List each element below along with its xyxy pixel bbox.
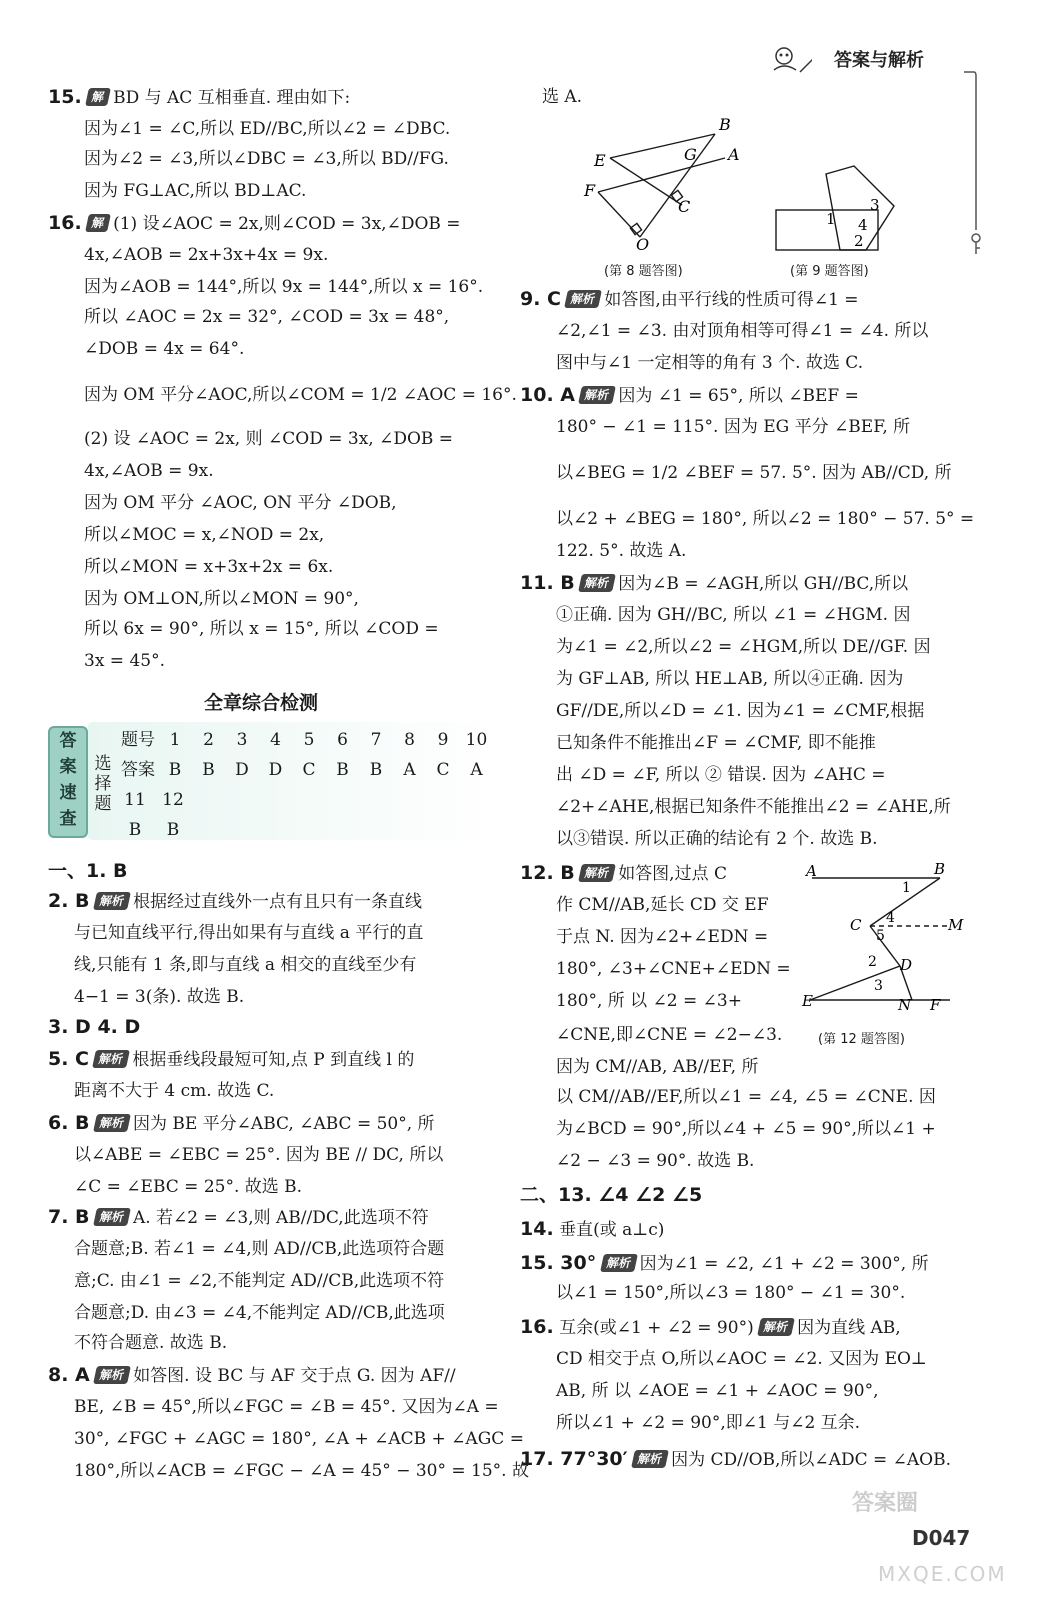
question-number: 一、1. B [48,860,128,882]
line-text: 根据垂线段最短可知,点 P 到直线 l 的 [132,1050,415,1070]
line-text: 因为 ∠1 = 65°, 所以 ∠BEF = [618,386,859,406]
fig12-label-A: A [806,862,817,880]
text-line [74,918,423,948]
question-number: 6. B [48,1112,90,1134]
question-number: 17. 77°30′ [520,1448,628,1470]
text-line [556,458,952,488]
text-line [520,1180,702,1211]
text-line [84,240,328,270]
text-line [74,982,244,1012]
line-text: 因为∠B = ∠AGH,所以 GH//BC,所以 [618,574,909,594]
line-text: A. 若∠2 = ∠3,则 AB//DC,此选项不符 [132,1208,429,1228]
text-line [48,82,350,113]
line-text: 因为 BE 平分∠ABC, ∠ABC = 50°, 所 [132,1114,435,1134]
line-text: 意;C. 由∠1 = ∠2,不能判定 AD//CB,此选项不符 [74,1271,445,1291]
text-line [556,1376,878,1406]
text-line [74,1140,443,1170]
text-line [556,1052,758,1082]
fig12-label-F: F [930,996,941,1014]
line-text: 以∠BEG = 1/2 ∠BEF = 57. 5°. 因为 AB//CD, 所 [556,463,952,483]
text-line [84,646,165,676]
line-text: 180°, ∠3+∠CNE+∠EDN = [556,959,791,979]
line-text: 所以 ∠AOC = 2x = 32°, ∠COD = 3x = 48°, [84,307,450,327]
line-text: (1) 设∠AOC = 2x,则∠COD = 3x,∠DOB = [113,214,461,234]
line-text: 根据经过直线外一点有且只有一条直线 [132,892,422,912]
line-text: ∠DOB = 4x = 64°. [84,339,245,359]
answer-cell: B [128,820,142,840]
fig8-label-F: F [584,181,596,200]
watermark: 答案圈 [852,1491,919,1516]
figure-8-diagram [580,112,750,252]
fig9-label-2: 2 [854,232,864,250]
line-text: 122. 5°. 故选 A. [556,541,687,561]
question-number: 8. A [48,1364,90,1386]
text-line [84,424,453,454]
line-text: 为 GF⊥AB, 所以 HE⊥AB, 所以④正确. 因为 [556,669,904,689]
text-line [520,858,727,889]
figure-12-diagram [800,858,976,1018]
analysis-badge: 解 [85,88,111,106]
figure-9-caption: (第 9 题答图) [790,264,869,279]
text-line [520,1312,901,1343]
row-label: 题号 [121,730,155,750]
analysis-badge: 解析 [93,1366,131,1384]
line-text: 因为 OM 平分∠AOC,所以∠COM = 1/2 ∠AOC = 16°. [84,385,517,405]
text-line [84,334,244,364]
question-number-cell: 9 [437,730,449,750]
question-number: 15. [48,86,82,108]
text-line [84,584,359,614]
text-line [520,1214,664,1245]
side-label-char: 查 [59,809,77,829]
line-text: 以∠1 = 150°,所以∠3 = 180° − ∠1 = 30°. [556,1283,906,1303]
line-text: 所以∠1 + ∠2 = 90°,即∠1 与∠2 互余. [556,1413,861,1433]
page-number: D047 [912,1526,971,1550]
line-text: 为∠BCD = 90°,所以∠4 + ∠5 = 90°,所以∠1 + [556,1119,936,1139]
fig8-label-C: C [678,197,691,216]
analysis-badge: 解析 [578,574,616,592]
text-line [556,664,903,694]
text-line [74,1172,302,1202]
line-text: 因为∠1 = ∠C,所以 ED//BC,所以∠2 = ∠DBC. [84,119,451,139]
text-line [48,1360,456,1391]
line-text: (2) 设 ∠AOC = 2x, 则 ∠COD = 3x, ∠DOB = [84,429,454,449]
line-text: 互余(或∠1 + ∠2 = 90°) [559,1318,754,1338]
text-line [84,302,449,332]
side-sub-label: 择 [94,774,112,794]
text-line [556,1344,927,1374]
question-number: 12. B [520,862,575,884]
line-text: 因为 OM⊥ON,所以∠MON = 90°, [84,589,359,609]
text-line [520,568,908,599]
fig9-label-1: 1 [826,210,836,228]
answer-cell: B [168,760,182,780]
text-line [556,1146,754,1176]
text-line [556,536,686,566]
analysis-badge: 解析 [93,1208,131,1226]
fig8-label-G: G [684,145,697,164]
text-line [556,1082,936,1112]
text-line [556,824,878,854]
side-sub-label: 题 [94,794,112,814]
line-text: 距离不大于 4 cm. 故选 C. [74,1081,275,1101]
analysis-badge: 解析 [93,1114,131,1132]
text-line [556,412,910,442]
question-number: 16. [520,1316,554,1338]
line-text: 以 CM//AB//EF,所以∠1 = ∠4, ∠5 = ∠CNE. 因 [556,1087,936,1107]
fig12-label-E: E [802,992,813,1010]
text-line [74,950,416,980]
line-text: ∠CNE,即∠CNE = ∠2−∠3. [556,1025,783,1045]
line-text: 已知条件不能推出∠F = ∠CMF, 即不能推 [556,733,876,753]
line-text: GF//DE,所以∠D = ∠1. 因为∠1 = ∠CMF,根据 [556,701,925,721]
text-line [48,886,422,917]
question-number-cell: 8 [404,730,415,750]
analysis-badge: 解析 [631,1450,669,1468]
line-text: 与已知直线平行,得出如果有与直线 a 平行的直 [74,923,424,943]
text-line [556,348,863,378]
question-number: 二、13. ∠4 ∠2 ∠5 [520,1184,703,1206]
analysis-badge: 解析 [600,1254,638,1272]
side-label-char: 速 [59,783,77,803]
side-sub-label: 选 [94,754,112,774]
text-line [84,552,333,582]
answer-cell: B [336,760,349,780]
text-line [556,504,974,534]
analysis-badge: 解析 [92,1050,130,1068]
question-number: 16. [48,212,82,234]
line-text: 图中与∠1 一定相等的角有 3 个. 故选 C. [556,353,864,373]
section-title: 全章综合检测 [204,692,319,714]
answer-cell: C [302,760,316,780]
question-number: 9. C [520,288,561,310]
line-text: 因为 CD//OB,所以∠ADC = ∠AOB. [671,1450,951,1470]
analysis-badge: 解析 [578,386,616,404]
question-number-cell: 10 [465,730,488,750]
text-line [74,1456,529,1486]
side-label-char: 案 [59,757,77,777]
line-text: 因为 CM//AB, AB//EF, 所 [556,1057,759,1077]
answer-cell: C [436,760,450,780]
line-text: 以③错误. 所以正确的结论有 2 个. 故选 B. [556,829,878,849]
line-text: 如答图. 设 BC 与 AF 交于点 G. 因为 AF// [133,1366,456,1386]
text-line [74,1298,445,1328]
line-text: 垂直(或 a⊥c) [559,1220,665,1240]
text-line [556,760,886,790]
text-line [84,114,450,144]
fig12-label-C: C [850,916,862,934]
text-line [556,1278,905,1308]
fig12-label-5: 5 [876,928,885,944]
question-number-cell: 5 [303,730,315,750]
text-line [556,600,910,630]
watermark-url: MXQE.COM [878,1562,1007,1586]
side-label-char: 答 [59,731,77,751]
fig12-label-D: D [900,956,913,974]
analysis-badge: 解析 [578,864,616,882]
answer-cell: D [268,760,283,780]
fig8-label-A: A [728,145,740,164]
question-number: 15. 30° [520,1252,597,1274]
fig8-label-B: B [719,115,731,134]
question-number: 5. C [48,1048,89,1070]
text-line [84,176,306,206]
figure-8-caption: (第 8 题答图) [604,264,683,279]
text-line [84,272,483,302]
text-line [48,208,461,239]
fig12-label-M: M [948,916,964,934]
question-number-cell: 1 [169,730,181,750]
line-text: 于点 N. 因为∠2+∠EDN = [556,927,769,947]
fig8-label-O: O [636,235,650,252]
line-text: 如答图,过点 C [618,864,728,884]
text-line [74,1076,274,1106]
question-number: 3. D 4. D [48,1016,141,1038]
text-line [556,1114,936,1144]
line-text: 4x,∠AOB = 9x. [84,461,214,481]
line-text: 作 CM//AB,延长 CD 交 EF [556,895,769,915]
question-number-cell: 12 [162,790,184,810]
line-text: 以∠ABE = ∠EBC = 25°. 因为 BE // DC, 所以 [74,1145,444,1165]
text-line [48,1202,429,1233]
fig9-label-3: 3 [870,196,880,214]
text-line [48,1012,140,1043]
text-line [556,696,924,726]
line-text: BD 与 AC 互相垂直. 理由如下: [113,88,351,108]
fig12-label-2: 2 [868,954,877,970]
text-line [84,456,214,486]
fig8-label-E: E [594,151,606,170]
line-text: 以∠2 + ∠BEG = 180°, 所以∠2 = 180° − 57. 5° = [556,509,975,529]
line-text: 4x,∠AOB = 2x+3x+4x = 9x. [84,245,329,265]
answer-cell: B [166,820,180,840]
line-text: 不符合题意. 故选 B. [74,1333,228,1353]
line-text: 合题意;B. 若∠1 = ∠4,则 AD//CB,此选项符合题 [74,1239,445,1259]
fig12-label-N: N [898,996,912,1014]
line-text: ∠2+∠AHE,根据已知条件不能推出∠2 = ∠AHE,所 [556,797,951,817]
figure-9-diagram [770,160,910,256]
question-number-cell: 3 [236,730,248,750]
line-text: ∠2,∠1 = ∠3. 由对顶角相等可得∠1 = ∠4. 所以 [556,321,929,341]
figure-12-caption: (第 12 题答图) [818,1032,905,1047]
question-number-cell: 11 [124,790,146,810]
answer-cell: A [403,760,416,780]
text-line [542,82,582,112]
line-text: 因为 FG⊥AC,所以 BD⊥AC. [84,181,307,201]
text-line [74,1392,499,1422]
analysis-badge: 解析 [757,1318,795,1336]
analysis-badge: 解 [85,214,111,232]
line-text: 所以∠MOC = x,∠NOD = 2x, [84,525,325,545]
page-header [770,44,1030,84]
text-line [520,380,859,411]
line-text: ①正确. 因为 GH//BC, 所以 ∠1 = ∠HGM. 因 [556,605,911,625]
answer-cell: B [369,760,383,780]
line-text: 180° − ∠1 = 115°. 因为 EG 平分 ∠BEF, 所 [556,417,911,437]
text-line [556,922,768,952]
header-title: 答案与解析 [834,50,924,71]
text-line [556,728,876,758]
text-line [556,792,951,822]
text-line [520,1444,951,1475]
text-line [74,1328,227,1358]
line-text: 因为∠2 = ∠3,所以∠DBC = ∠3,所以 BD//FG. [84,149,449,169]
text-line [74,1234,444,1264]
text-line [556,1408,860,1438]
line-text: 3x = 45°. [84,651,165,671]
question-number: 10. A [520,384,575,406]
line-text: 选 A. [542,87,583,107]
text-line [520,284,859,315]
line-text: 为∠1 = ∠2,所以∠2 = ∠HGM,所以 DE//GF. 因 [556,637,931,657]
fig12-label-1: 1 [902,880,911,896]
text-line [84,488,397,518]
question-number-cell: 6 [337,730,348,750]
side-label [48,726,88,838]
text-line [84,520,324,550]
mascot-icon [770,44,812,76]
line-text: ∠C = ∠EBC = 25°. 故选 B. [74,1177,303,1197]
line-text: 4−1 = 3(条). 故选 B. [74,987,245,1007]
answer-cell: B [202,760,215,780]
line-text: 因为 OM 平分 ∠AOC, ON 平分 ∠DOB, [84,493,397,513]
text-line [84,614,439,644]
question-number-cell: 2 [203,730,214,750]
line-text: 180°,所以∠ACB = ∠FGC − ∠A = 45° − 30° = 15°. 故 [74,1461,529,1481]
answer-quick-check-table [48,722,498,840]
text-line [556,632,931,662]
question-number: 11. B [520,572,575,594]
fig12-label-4: 4 [886,910,895,926]
text-line [74,1266,444,1296]
question-number-cell: 4 [270,730,281,750]
fig9-label-4: 4 [858,216,868,234]
question-number-cell: 7 [370,730,382,750]
question-number: 14. [520,1218,554,1240]
line-text: AB, 所 以 ∠AOE = ∠1 + ∠AOC = 90°, [556,1381,879,1401]
line-text: 合题意;D. 由∠3 = ∠4,不能判定 AD//CB,此选项 [74,1303,445,1323]
line-text: 所以 6x = 90°, 所以 x = 15°, 所以 ∠COD = [84,619,439,639]
text-line [556,890,769,920]
line-text: 因为∠1 = ∠2, ∠1 + ∠2 = 300°, 所 [639,1254,929,1274]
text-line [556,986,742,1016]
text-line [84,380,517,410]
text-line [84,144,449,174]
fig12-label-3: 3 [874,978,883,994]
line-text: 因为∠AOB = 144°,所以 9x = 144°,所以 x = 16°. [84,277,484,297]
analysis-badge: 解析 [93,892,131,910]
line-text: CD 相交于点 O,所以∠AOC = ∠2. 又因为 EO⊥ [556,1349,927,1369]
text-line [556,1020,782,1050]
text-line [556,316,928,346]
line-text: 如答图,由平行线的性质可得∠1 = [604,290,859,310]
question-number: 2. B [48,890,90,912]
answer-cell: A [470,760,483,780]
answer-cell: D [235,760,249,780]
row-label: 答案 [121,760,155,780]
line-text: BE, ∠B = 45°,所以∠FGC = ∠B = 45°. 又因为∠A = [74,1397,499,1417]
question-number: 7. B [48,1206,90,1228]
analysis-badge: 解析 [564,290,602,308]
line-text: 出 ∠D = ∠F, 所以 ② 错误. 因为 ∠AHC = [556,765,886,785]
text-line [74,1424,524,1454]
line-text: ∠2 − ∠3 = 90°. 故选 B. [556,1151,755,1171]
line-text: 因为直线 AB, [797,1318,901,1338]
line-text: 线,只能有 1 条,即与直线 a 相交的直线至少有 [74,955,417,975]
fig12-label-B: B [934,860,946,878]
text-line [48,1108,435,1139]
text-line [48,1044,414,1075]
line-text: 180°, 所 以 ∠2 = ∠3+ [556,991,742,1011]
text-line [556,954,791,984]
line-text: 30°, ∠FGC + ∠AGC = 180°, ∠A + ∠ACB + ∠AGC = [74,1429,524,1449]
header-decoration [964,70,984,260]
text-line [48,856,128,887]
text-line [520,1248,929,1279]
line-text: 所以∠MON = x+3x+2x = 6x. [84,557,334,577]
